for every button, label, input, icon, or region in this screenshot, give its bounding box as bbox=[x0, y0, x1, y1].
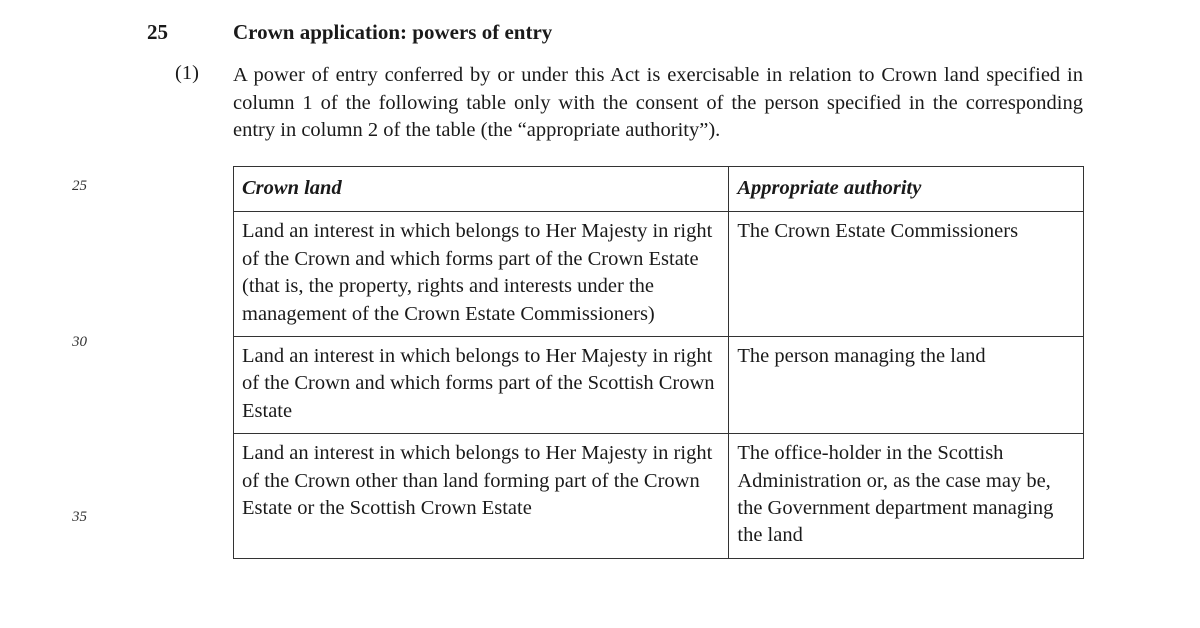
crown-land-cell: Land an interest in which belongs to Her Majesty in right of the Crown and which forms part of the Scottish Crown Estate bbox=[234, 337, 729, 434]
crown-land-cell: Land an interest in which belongs to Her Majesty in right of the Crown and which forms part of the Crown Estate (that is, the property, rights and interests under the management of the Crown Estate Commissioners) bbox=[234, 212, 729, 337]
authority-cell: The Crown Estate Commissioners bbox=[729, 212, 1084, 337]
crown-land-cell: Land an interest in which belongs to Her Majesty in right of the Crown other than land forming part of the Crown Estate or the Scottish Crown Estate bbox=[234, 434, 729, 559]
authority-cell: The person managing the land bbox=[729, 337, 1084, 434]
authority-cell: The office-holder in the Scottish Administration or, as the case may be, the Government department managing the land bbox=[729, 434, 1084, 559]
line-number-30: 30 bbox=[72, 334, 87, 350]
line-number-25: 25 bbox=[72, 178, 87, 194]
subsection-text: A power of entry conferred by or under this Act is exercisable in relation to Crown land specified in column 1 of the following table only with the consent of the person specified in the corresponding entry in column 2 of the table (the “appropriate authority”). bbox=[233, 64, 1083, 141]
subsection-number: (1) bbox=[175, 62, 199, 84]
line-number-35: 35 bbox=[72, 509, 87, 525]
section-title: Crown application: powers of entry bbox=[233, 20, 553, 44]
header-crown-land: Crown land bbox=[234, 167, 729, 212]
table-row bbox=[234, 212, 1084, 337]
header-appropriate-authority: Appropriate authority bbox=[729, 167, 1084, 212]
section-number: 25 bbox=[147, 20, 168, 44]
table-row bbox=[234, 434, 1084, 559]
table-header-row bbox=[234, 167, 1084, 212]
crown-land-table bbox=[233, 166, 1084, 559]
table-row bbox=[234, 337, 1084, 434]
